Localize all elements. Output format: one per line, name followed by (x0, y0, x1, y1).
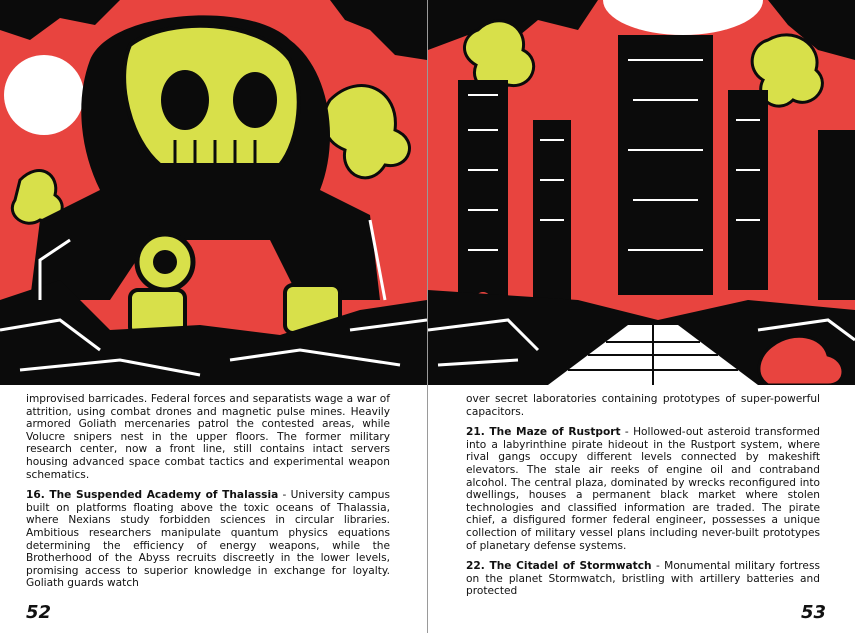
entry-heading: 22. The Citadel of Stormwatch (466, 560, 652, 573)
paragraph-body: improvised barricades. Federal forces and separatists wage a war of attrition, using combat drones and magnetic pulse mines. Heavily armored Goliath mercenaries patrol the contested areas, while Volucre snipers nest in the upper floors. The former military research center, now a front line, still contains intact servers housing advanced space combat tactics and experimental weapon schematics. (26, 393, 390, 481)
entry-heading: 21. The Maze of Rustport (466, 426, 621, 439)
ruined-city-towers-illustration (428, 0, 855, 385)
right-page (428, 0, 855, 633)
right-body-text (466, 393, 820, 606)
left-body-text (26, 393, 390, 598)
entry-heading: 16. The Suspended Academy of Thalassia (26, 489, 279, 502)
paragraph-body: over secret laboratories containing prototypes of super-powerful capacitors. (466, 393, 820, 418)
entry-rustport (466, 426, 820, 552)
entry-body: - University campus built on platforms floating above the toxic oceans of Thalassia, where Nexians study forbidden sciences in circular libraries. Ambitious researchers manipulate quantum physics equations determining the efficiency of energy weapons, while the Brotherhood of the Abyss recruits discreetly in the lower levels, promising access to superior knowledge in exchange for loyalty. Goliath guards watch (26, 489, 390, 590)
entry-stormwatch (466, 560, 820, 598)
page-number: 53 (801, 602, 827, 623)
entry-body: - Hollowed-out asteroid transformed into a labyrinthine pirate hideout in the Rustport system, where rival gangs occupy different levels connected by makeshift elevators. The stale air reeks of engine oil and contraband alcohol. The central plaza, dominated by wrecks reconfigured into dwellings, houses a permanent black market where stolen technologies and classified information are traded. The pirate chief, a disfigured former federal engineer, possesses a unique collection of military vessel plans including never-built prototypes of planetary defense systems. (466, 426, 821, 552)
entry-body: - Monumental military fortress on the planet Stormwatch, bristling with artillery batteries and protected (466, 560, 820, 598)
left-page (0, 0, 427, 633)
page-number: 52 (26, 602, 52, 623)
robot-giant-illustration (0, 0, 427, 385)
entry-thalassia (26, 489, 390, 590)
paragraph-continued (26, 393, 390, 481)
paragraph-continued (466, 393, 820, 418)
